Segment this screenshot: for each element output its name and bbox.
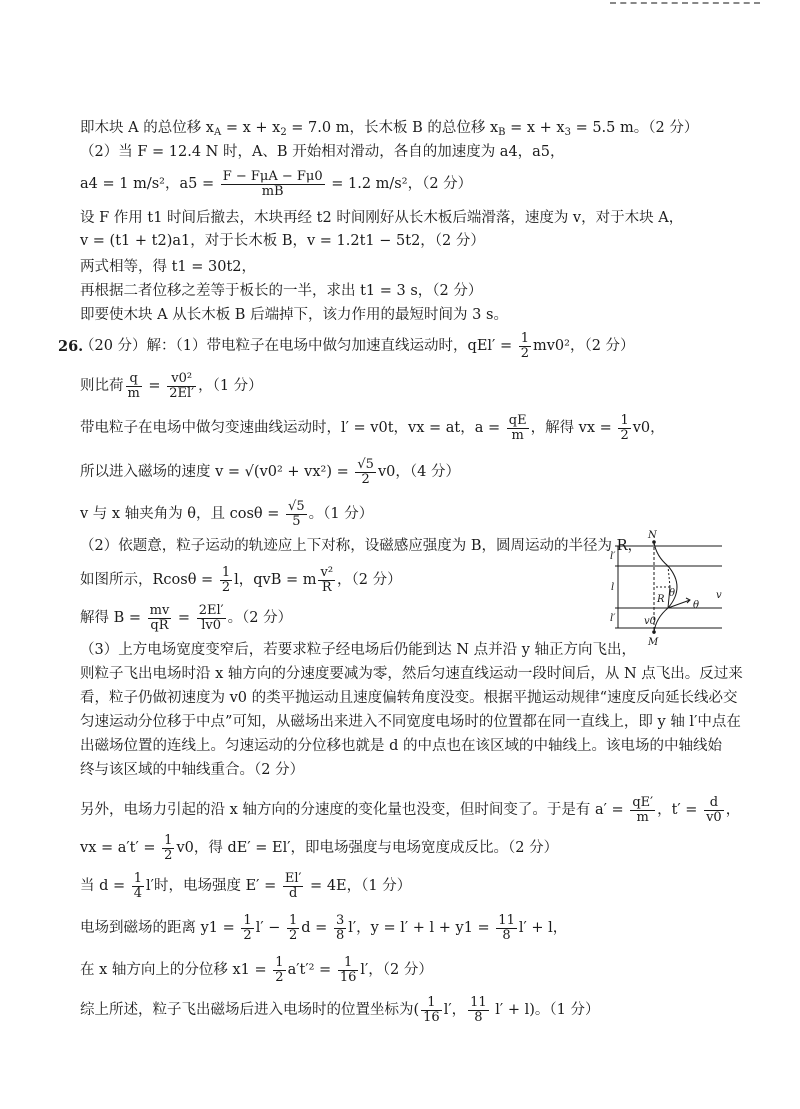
text-line: （3）上方电场宽度变窄后，若要求粒子经电场后仍能到达 N 点并沿 y 轴正方向飞出， [80,642,637,658]
text-line: 出磁场位置的连线上。匀速运动的分位移也就是 d 的中点也在该区域的中轴线上。该电场的中轴线始 [80,738,722,754]
text-line: 带电粒子在电场中做匀变速曲线运动时，l′ = v0t，vx = at，a = $\frac{qE}{m}$ ，解得 vx = $\frac{1}{2}$ v0， [80,413,665,443]
label-m: M [648,637,659,648]
text-line: v 与 x 轴夹角为 θ，且 cosθ = $\frac{√5}{5}$ 。（1 分） [80,499,374,529]
scan-top-mark [610,2,760,8]
fraction: $\frac{\text{F − FμA − Fμ0}}{mB}$ [222,169,323,199]
text-line: 再根据二者位移之差等于板长的一半，求出 t1 = 3 s，（2 分） [80,283,483,299]
fraction: $\frac{1}{2}$ [221,565,231,595]
label-l-prime-bottom: l′ [610,613,616,624]
fraction: $\frac{d}{v0}$ [706,795,722,825]
text-line: 两式相等，得 t1 = 30t2， [80,259,257,275]
text-line: 电场到磁场的距离 y1 = $\frac{1}{2}$ l′ − $\frac{1}{2}$ d = $\frac{3}{8}$ l′，y = l′ + l + y1 = $\frac{11}{8}$ l′ + l， [80,913,568,943]
text-line: 终与该区域的中轴线重合。（2 分） [80,762,305,778]
fraction: $\frac{\text{v²}}{R}$ [320,565,334,595]
fraction: $\frac{1}{2}$ [275,955,284,985]
fraction: $\frac{1}{2}$ [620,413,629,443]
fraction: $\frac{1}{16}$ [339,955,357,985]
fraction: $\frac{2El'}{lv0}$ [198,603,224,633]
text-line: 所以进入磁场的速度 v = √(v0² + vx²) = $\frac{√5}{2}$ v0，（4 分） [80,457,460,487]
text-line: 当 d = $\frac{1}{4}$ l′时，电场强度 E′ = $\frac{El'}{d}$ = 4E，（1 分） [80,871,412,901]
text-line: 如图所示，Rcosθ = $\frac{1}{2}$ l，qvB = m $\frac{\text{v²}}{R}$ ，（2 分） [80,565,402,595]
fraction: $\frac{1}{2}$ [164,833,173,863]
text-line: （2）依题意，粒子运动的轨迹应上下对称，设磁感应强度为 B，圆周运动的半径为 R， [80,538,643,554]
fraction: $\frac{11}{8}$ [470,995,487,1025]
fraction: $\frac{1}{2}$ [520,331,529,361]
fraction: $\frac{1}{16}$ [423,995,440,1025]
text-line: 设 F 作用 t1 时间后撤去，木块再经 t2 时间刚好从长木板后端滑落，速度为 v，对于木块 A， [80,210,684,226]
text-line: （2）当 F = 12.4 N 时，A、B 开始相对滑动，各自的加速度为 a4，a5， [80,144,565,160]
text-line: 即要使木块 A 从长木板 B 后端掉下，该力作用的最短时间为 3 s。 [80,307,508,323]
text-line: 则粒子飞出电场时沿 x 轴方向的分速度要减为零，然后匀速直线运动一段时间后，从 N 点飞出。反过来 [80,666,743,682]
label-v0: v0 [644,616,657,627]
text-line: 看，粒子仍做初速度为 v0 的类平抛运动且速度偏转角度没变。根据平抛运动规律“速度反向延长线必交 [80,690,738,706]
question-number: 26. [58,338,84,355]
field-trajectory-diagram [610,528,728,648]
text-line: v = (t1 + t2)a1，对于长木板 B，v = 1.2t1 − 5t2，（2 分） [80,233,485,249]
fraction: $\frac{qE'}{m}$ [632,795,654,825]
fraction: $\frac{3}{8}$ [335,913,345,943]
label-r: R [657,594,665,605]
label-l-prime-top: l′ [610,551,616,562]
radius-line [668,566,670,587]
label-l: l [611,582,615,593]
text-line: 匀速运动分位移于中点”可知，从磁场出来进入不同宽度电场时的位置都在同一直线上，即 y 轴 l′中点在 [80,714,741,730]
fraction: $\frac{qE}{m}$ [508,413,527,443]
text-line: （20 分）解：（1）带电粒子在电场中做匀加速直线运动时，qEl′ = $\frac{1}{2}$ mv0²，（2 分） [80,331,635,361]
fraction: $\frac{q}{m}$ [127,371,140,401]
fraction: $\frac{11}{8}$ [498,913,515,943]
fraction: $\frac{1}{2}$ [289,913,298,943]
fraction: $\frac{√5}{5}$ [288,499,305,529]
fraction: $\frac{El'}{d}$ [284,871,302,901]
fraction: $\frac{1}{4}$ [133,871,143,901]
point-m [652,630,656,634]
text-line: a4 = 1 m/s²，a5 = $\frac{\text{F − FμA − Fμ0}}{mB}$ = 1.2 m/s²，（2 分） [80,169,473,199]
text-line: 综上所述，粒子飞出磁场后进入电场时的位置坐标为( $\frac{1}{16}$ l′， $\frac{11}{8}$ l′ + l)。（1 分） [80,995,600,1025]
label-theta: θ [669,588,676,599]
label-n: N [648,530,657,541]
fraction: $\frac{√5}{2}$ [357,457,374,487]
text-line: 另外，电场力引起的沿 x 轴方向的分速度的变化量也没变，但时间变了。于是有 a′ = $\frac{qE'}{m}$ ，t′ = $\frac{d}{v0}$ ， [80,795,741,825]
text-line: 即木块 A 的总位移 $x_A = x + x_2 = 7.0$ m，长木板 B 的总位移 $x_B = x + x_3 = 5.5$ m。（2 分） [80,120,699,138]
text-line: 则比荷 $\frac{q}{m}$ = $\frac{\text{v0²}}{2El'}$ ，（1 分） [80,371,263,401]
text-line: vx = a′t′ = $\frac{1}{2}$ v0，得 dE′ = El′，即电场强度与电场宽度成反比。（2 分） [80,833,559,863]
text-line: 在 x 轴方向上的分位移 x1 = $\frac{1}{2}$ a′t′² = $\frac{1}{16}$ l′，（2 分） [80,955,433,985]
fraction: $\frac{1}{2}$ [243,913,252,943]
text-line: 解得 B = $\frac{mv}{qR}$ = $\frac{2El'}{lv0}$ 。（2 分） [80,603,293,633]
fraction: $\frac{\text{v0²}}{2El'}$ [169,371,195,401]
label-v: v [716,590,722,601]
label-theta: θ [693,600,700,611]
fraction: $\frac{mv}{qR}$ [149,603,170,633]
